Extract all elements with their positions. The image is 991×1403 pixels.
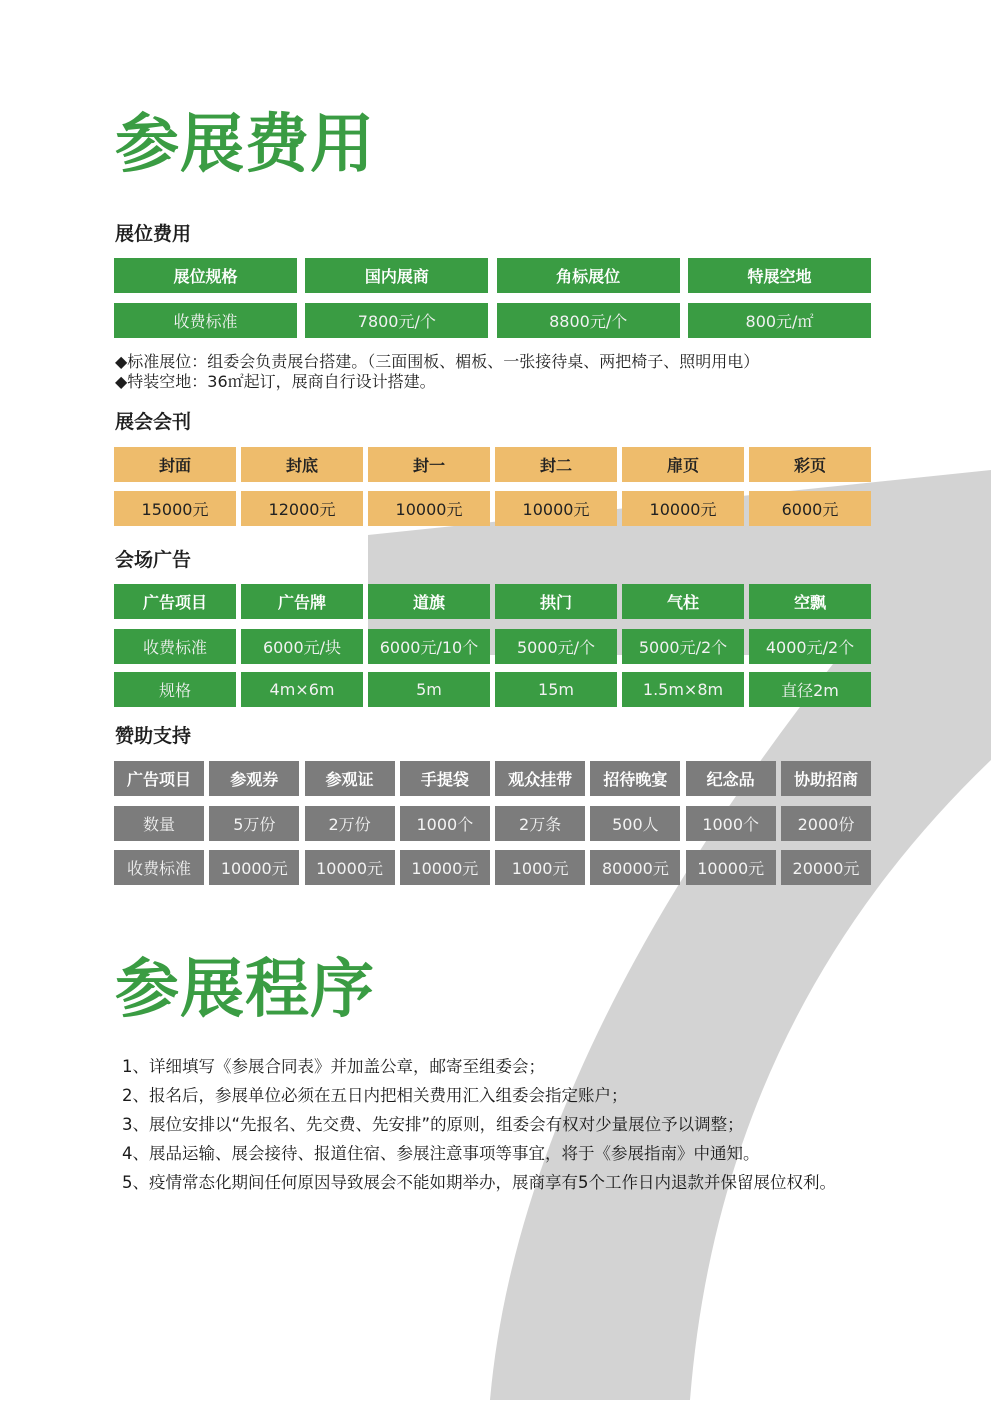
- journal-price-cell: 10000元: [368, 491, 490, 526]
- sponsorship-quantity-row: [114, 806, 871, 841]
- booth-price-cell: 800元/㎡: [688, 303, 871, 338]
- sponsorship-header-cell: 观众挂带: [495, 761, 585, 796]
- sponsorship-cell: 1000个: [400, 806, 490, 841]
- venue-ads-cell: 直径2m: [749, 672, 871, 707]
- booth-price-cell: 8800元/个: [497, 303, 680, 338]
- sponsorship-cell: 1000元: [495, 850, 585, 885]
- venue-ads-header-row: [114, 584, 871, 619]
- venue-ads-cell: 5m: [368, 672, 490, 707]
- procedure-step: 4、展品运输、展会接待、报道住宿、参展注意事项等事宜，将于《参展指南》中通知。: [122, 1144, 760, 1163]
- procedure-title: 参展程序: [115, 953, 375, 1027]
- sponsorship-header-cell: 参观证: [305, 761, 395, 796]
- sponsorship-cell: 20000元: [781, 850, 871, 885]
- journal-header-cell: 封二: [495, 447, 617, 482]
- sponsorship-header-cell: 招待晚宴: [590, 761, 680, 796]
- booth-notes: [115, 352, 915, 392]
- venue-ads-price-row: [114, 629, 871, 664]
- sponsorship-cell: 1000个: [686, 806, 776, 841]
- sponsorship-cell: 2万条: [495, 806, 585, 841]
- sponsorship-header-cell: 协助招商: [781, 761, 871, 796]
- venue-ads-header-cell: 道旗: [368, 584, 490, 619]
- venue-ads-cell: 4000元/2个: [749, 629, 871, 664]
- booth-header-cell: 角标展位: [497, 258, 680, 293]
- sponsorship-header-cell: 纪念品: [686, 761, 776, 796]
- procedure-step: 3、展位安排以“先报名、先交费、先安排”的原则，组委会有权对少量展位予以调整；: [122, 1115, 744, 1134]
- journal-price-cell: 6000元: [749, 491, 871, 526]
- sponsorship-cell: 500人: [590, 806, 680, 841]
- venue-ads-cell: 收费标准: [114, 629, 236, 664]
- sponsorship-header-cell: 广告项目: [114, 761, 204, 796]
- venue-ads-header-cell: 广告项目: [114, 584, 236, 619]
- sponsorship-cell: 2万份: [305, 806, 395, 841]
- sponsorship-title: 赞助支持: [115, 725, 192, 747]
- sponsorship-cell: 2000份: [781, 806, 871, 841]
- journal-price-cell: 15000元: [114, 491, 236, 526]
- procedure-step: 1、详细填写《参展合同表》并加盖公章，邮寄至组委会；: [122, 1057, 545, 1076]
- procedure-steps: [122, 1052, 942, 1197]
- booth-header-cell: 特展空地: [688, 258, 871, 293]
- venue-ads-title: 会场广告: [115, 549, 192, 571]
- procedure-step: 5、疫情常态化期间任何原因导致展会不能如期举办，展商享有5个工作日内退款并保留展位权利。: [122, 1173, 836, 1192]
- venue-ads-cell: 5000元/个: [495, 629, 617, 664]
- booth-price-cell: 7800元/个: [305, 303, 488, 338]
- venue-ads-cell: 6000元/块: [241, 629, 363, 664]
- journal-header-cell: 扉页: [622, 447, 744, 482]
- booth-note: ◆特装空地：36㎡起订，展商自行设计搭建。: [115, 372, 436, 391]
- venue-ads-header-cell: 广告牌: [241, 584, 363, 619]
- sponsorship-header-cell: 参观券: [209, 761, 299, 796]
- journal-price-cell: 12000元: [241, 491, 363, 526]
- sponsorship-cell: 10000元: [686, 850, 776, 885]
- procedure-step: 2、报名后，参展单位必须在五日内把相关费用汇入组委会指定账户；: [122, 1086, 628, 1105]
- journal-header-cell: 彩页: [749, 447, 871, 482]
- sponsorship-header-row: [114, 761, 871, 796]
- venue-ads-cell: 4m×6m: [241, 672, 363, 707]
- booth-header-row: [114, 258, 871, 293]
- journal-header-cell: 封底: [241, 447, 363, 482]
- booth-header-cell: 国内展商: [305, 258, 488, 293]
- fees-title: 参展费用: [115, 108, 375, 182]
- sponsorship-cell: 80000元: [590, 850, 680, 885]
- sponsorship-cell: 10000元: [305, 850, 395, 885]
- journal-header-cell: 封面: [114, 447, 236, 482]
- venue-ads-spec-row: [114, 672, 871, 707]
- sponsorship-cell: 数量: [114, 806, 204, 841]
- booth-fees-title: 展位费用: [115, 223, 192, 245]
- journal-price-cell: 10000元: [495, 491, 617, 526]
- booth-price-row: [114, 303, 871, 338]
- journal-title: 展会会刊: [115, 411, 192, 433]
- venue-ads-cell: 规格: [114, 672, 236, 707]
- venue-ads-cell: 5000元/2个: [622, 629, 744, 664]
- venue-ads-cell: 15m: [495, 672, 617, 707]
- venue-ads-cell: 6000元/10个: [368, 629, 490, 664]
- booth-header-cell: 展位规格: [114, 258, 297, 293]
- journal-price-cell: 10000元: [622, 491, 744, 526]
- sponsorship-cell: 10000元: [400, 850, 490, 885]
- sponsorship-header-cell: 手提袋: [400, 761, 490, 796]
- sponsorship-cell: 收费标准: [114, 850, 204, 885]
- venue-ads-header-cell: 空飘: [749, 584, 871, 619]
- booth-note: ◆标准展位：组委会负责展台搭建。（三面围板、楣板、一张接待桌、两把椅子、照明用电）: [115, 352, 760, 371]
- journal-header-cell: 封一: [368, 447, 490, 482]
- journal-header-row: [114, 447, 871, 482]
- sponsorship-cell: 10000元: [209, 850, 299, 885]
- sponsorship-cell: 5万份: [209, 806, 299, 841]
- booth-price-cell: 收费标准: [114, 303, 297, 338]
- sponsorship-price-row: [114, 850, 871, 885]
- journal-price-row: [114, 491, 871, 526]
- venue-ads-cell: 1.5m×8m: [622, 672, 744, 707]
- venue-ads-header-cell: 拱门: [495, 584, 617, 619]
- venue-ads-header-cell: 气柱: [622, 584, 744, 619]
